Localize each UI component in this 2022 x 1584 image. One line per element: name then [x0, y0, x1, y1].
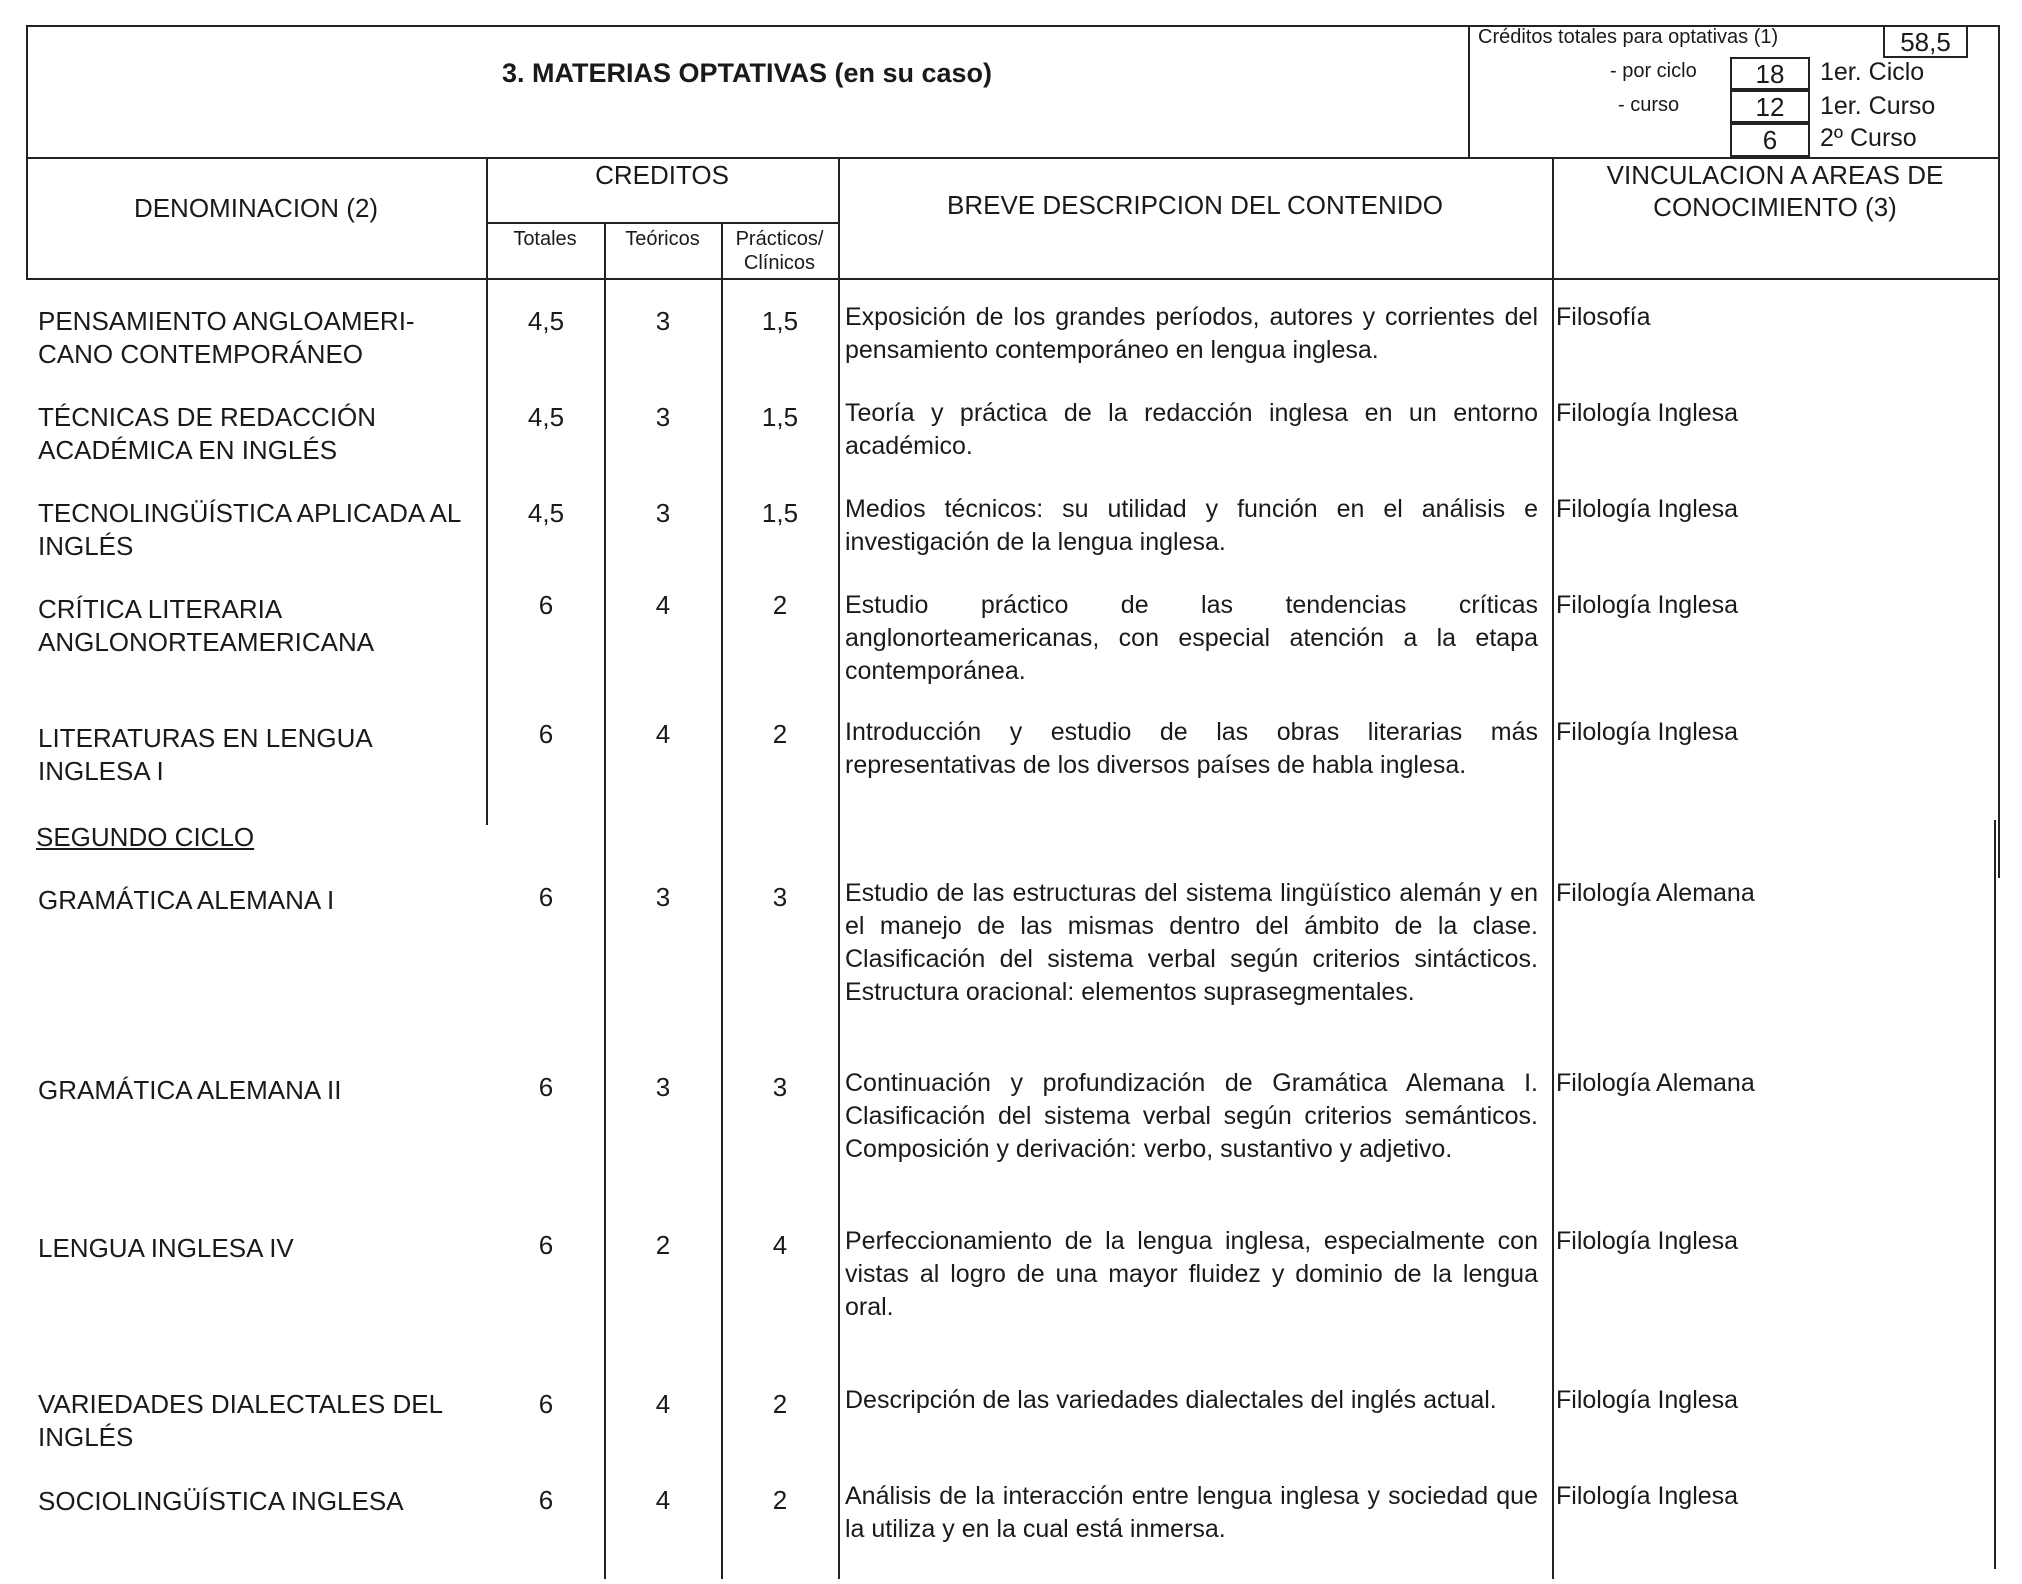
col-vinculacion-2: CONOCIMIENTO (3): [1653, 192, 1897, 222]
table-cell-totales: 6: [538, 590, 554, 620]
table-cell-descripcion: Perfeccionamiento de la lengua inglesa, especialmente con vistas al logro de una mayor fluidez y dominio de la lengua oral.: [845, 1227, 1538, 1321]
table-cell-teoricos: 2: [655, 1230, 671, 1260]
table-cell-teoricos: 3: [655, 306, 671, 336]
table-cell-area: Filología Inglesa: [1556, 1227, 1739, 1255]
table-cell-practicos: 3: [772, 882, 788, 912]
table-cell-practicos: 2: [772, 1389, 788, 1419]
table-cell-totales: 6: [538, 719, 554, 749]
col-creditos: CREDITOS: [595, 160, 729, 190]
total-credits-value: 58,5: [1883, 25, 1968, 58]
table-cell-descripcion: Continuación y profundización de Gramática Alemana I. Clasificación del sistema verbal según criterios semánticos. Composición y derivación: verbo, sustantivo y adjetivo.: [845, 1069, 1538, 1163]
table-cell-totales: 6: [538, 1230, 554, 1260]
col-teoricos: Teóricos: [625, 228, 700, 250]
table-cell-practicos: 1,5: [761, 306, 799, 336]
creditos-subheader-border: [486, 222, 838, 224]
header-right-border: [1998, 25, 2000, 280]
table-cell-descripcion: Medios técnicos: su utilidad y función en el análisis e investigación de la lengua inglesa.: [845, 495, 1538, 556]
table-cell-totales: 6: [538, 1389, 554, 1419]
col-line-right-upper: [1998, 278, 2000, 878]
curso-label: - curso: [1618, 94, 1680, 116]
table-cell-area: Filología Inglesa: [1556, 399, 1739, 427]
table-row-name: TÉCNICAS DE REDACCIÓN ACADÉMICA EN INGLÉS: [38, 402, 377, 465]
table-cell-totales: 4,5: [527, 402, 565, 432]
curso2-unit: 2º Curso: [1820, 124, 1917, 152]
col-practicos-2: Clínicos: [743, 252, 816, 274]
table-cell-practicos: 2: [772, 719, 788, 749]
table-row-name: SOCIOLINGÜÍSTICA INGLESA: [38, 1486, 404, 1516]
col-totales: Totales: [513, 228, 577, 250]
table-cell-totales: 6: [538, 882, 554, 912]
table-cell-descripcion: Estudio práctico de las tendencias críticas anglonorteamericanas, con especial atención a la etapa contemporánea.: [845, 591, 1538, 685]
table-cell-descripcion: Descripción de las variedades dialectales del inglés actual.: [845, 1386, 1497, 1414]
table-cell-teoricos: 3: [655, 498, 671, 528]
column-header-bottom-border: [26, 278, 1998, 280]
por-ciclo-label: - por ciclo: [1610, 60, 1697, 82]
table-cell-descripcion: Teoría y práctica de la redacción inglesa en un entorno académico.: [845, 399, 1538, 460]
col-vinculacion-1: VINCULACION A AREAS DE: [1606, 160, 1944, 190]
table-cell-teoricos: 3: [655, 882, 671, 912]
table-cell-area: Filología Inglesa: [1556, 1482, 1739, 1510]
table-cell-area: Filología Inglesa: [1556, 718, 1739, 746]
table-row-name: LITERATURAS EN LENGUA INGLESA I: [38, 723, 373, 786]
col-line-descripcion: [1552, 157, 1554, 1579]
table-cell-area: Filología Inglesa: [1556, 591, 1739, 619]
table-cell-totales: 4,5: [527, 498, 565, 528]
table-cell-area: Filosofía: [1556, 303, 1651, 331]
table-cell-teoricos: 4: [655, 1485, 671, 1515]
table-cell-practicos: 2: [772, 1485, 788, 1515]
table-row-name: TECNOLINGÜÍSTICA APLICADA AL INGLÉS: [38, 498, 462, 561]
table-cell-area: Filología Inglesa: [1556, 495, 1739, 523]
table-row-name: GRAMÁTICA ALEMANA I: [38, 885, 335, 915]
col-practicos-1: Prácticos/: [735, 228, 824, 250]
por-ciclo-value: 18: [1730, 57, 1810, 90]
table-row-name: PENSAMIENTO ANGLOAMERI- CANO CONTEMPORÁNEO: [38, 306, 415, 369]
table-cell-teoricos: 3: [655, 1072, 671, 1102]
header-bottom-border: [26, 157, 1998, 159]
table-cell-descripcion: Estudio de las estructuras del sistema lingüístico alemán y en el manejo de las mismas dentro del ámbito de la clase. Clasificación del sistema verbal según criterios sintácticos. Estructura oracional: elementos suprasegmentales.: [845, 879, 1538, 1006]
table-cell-teoricos: 3: [655, 402, 671, 432]
table-row-name: CRÍTICA LITERARIA ANGLONORTEAMERICANA: [38, 594, 375, 657]
col-line-right-lower: [1994, 820, 1996, 1569]
col-line-practicos: [838, 157, 840, 1579]
table-cell-teoricos: 4: [655, 590, 671, 620]
table-cell-totales: 6: [538, 1072, 554, 1102]
curso1-value: 12: [1730, 90, 1810, 123]
table-cell-area: Filología Inglesa: [1556, 1386, 1739, 1414]
curso1-unit: 1er. Curso: [1820, 92, 1936, 120]
col-denominacion: DENOMINACION (2): [133, 193, 379, 223]
header-divider: [1468, 25, 1470, 157]
table-cell-practicos: 1,5: [761, 402, 799, 432]
table-cell-totales: 6: [538, 1485, 554, 1515]
table-row-name: VARIEDADES DIALECTALES DEL INGLÉS: [38, 1389, 444, 1452]
table-cell-teoricos: 4: [655, 1389, 671, 1419]
table-cell-teoricos: 4: [655, 719, 671, 749]
col-line-left: [26, 157, 28, 280]
table-row-name: GRAMÁTICA ALEMANA II: [38, 1075, 342, 1105]
table-cell-practicos: 3: [772, 1072, 788, 1102]
total-credits-label: Créditos totales para optativas (1): [1478, 26, 1779, 48]
table-cell-totales: 4,5: [527, 306, 565, 336]
table-cell-practicos: 4: [772, 1230, 788, 1260]
por-ciclo-unit: 1er. Ciclo: [1820, 58, 1925, 86]
table-row-name: LENGUA INGLESA IV: [38, 1233, 294, 1263]
table-cell-area: Filología Alemana: [1556, 879, 1755, 907]
table-cell-descripcion: Introducción y estudio de las obras literarias más representativas de los diversos países de habla inglesa.: [845, 718, 1538, 779]
table-cell-practicos: 2: [772, 590, 788, 620]
section-heading-segundo-ciclo: SEGUNDO CICLO: [36, 822, 255, 852]
table-cell-descripcion: Exposición de los grandes períodos, autores y corrientes del pensamiento contemporáneo en lengua inglesa.: [845, 303, 1538, 364]
page-title: 3. MATERIAS OPTATIVAS (en su caso): [501, 58, 993, 88]
table-cell-practicos: 1,5: [761, 498, 799, 528]
curso2-value: 6: [1730, 123, 1810, 157]
col-descripcion: BREVE DESCRIPCION DEL CONTENIDO: [946, 190, 1443, 220]
table-cell-area: Filología Alemana: [1556, 1069, 1755, 1097]
table-cell-descripcion: Análisis de la interacción entre lengua inglesa y sociedad que la utiliza y en la cual está inmersa.: [845, 1482, 1538, 1543]
